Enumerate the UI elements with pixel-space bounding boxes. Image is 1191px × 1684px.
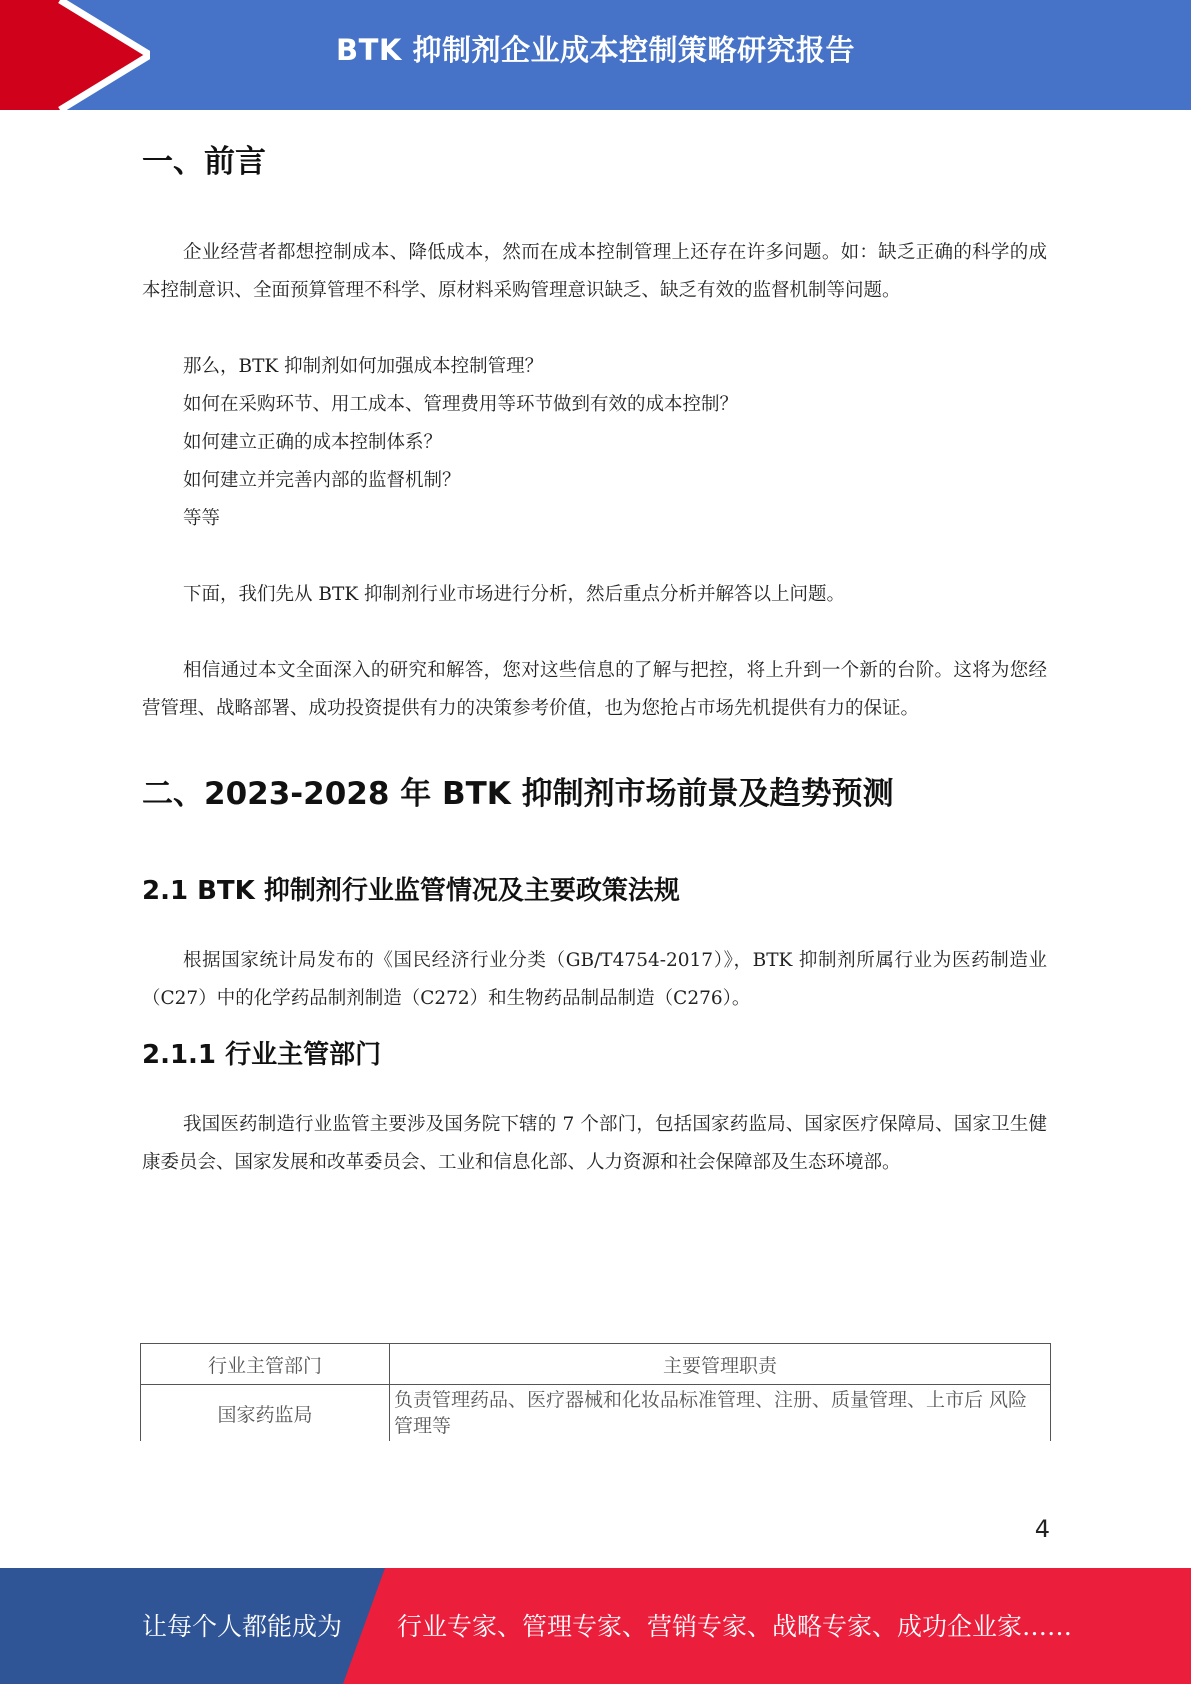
page-number: 4	[1034, 1515, 1050, 1543]
preface-paragraph-3: 相信通过本文全面深入的研究和解答，您对这些信息的了解与把控，将上升到一个新的台阶。这将为您经营管理、战略部署、成功投资提供有力的决策参考价值，也为您抢占市场先机提供有力的保证。	[142, 660, 1047, 719]
table-header-cell: 主要管理职责	[390, 1344, 1051, 1385]
question-line: 那么，BTK 抑制剂如何加强成本控制管理？	[183, 356, 544, 377]
table-page-break-mask	[130, 1441, 1070, 1501]
page-content	[142, 140, 1047, 1182]
preface-paragraph-1: 企业经营者都想控制成本、降低成本，然而在成本控制管理上还存在许多问题。如：缺乏正确的科学的成本控制意识、全面预算管理不科学、原材料采购管理意识缺乏、缺乏有效的监督机制等问题。	[142, 242, 1047, 301]
section-heading-preface: 一、前言	[142, 144, 266, 180]
departments-table	[140, 1343, 1051, 1442]
question-line: 等等	[183, 508, 221, 529]
question-line: 如何建立并完善内部的监督机制？	[183, 470, 461, 491]
table-header-cell: 行业主管部门	[141, 1344, 390, 1385]
section-heading-forecast: 二、2023-2028 年 BTK 抑制剂市场前景及趋势预测	[142, 776, 894, 812]
subsection-2-1-paragraph: 根据国家统计局发布的《国民经济行业分类（GB/T4754-2017）》，BTK 抑制剂所属行业为医药制造业（C27）中的化学药品制剂制造（C272）和生物药品制品制造（C276）。	[142, 950, 1047, 1009]
table-header-row	[141, 1344, 1051, 1385]
table-cell-department: 国家药监局	[141, 1385, 390, 1442]
subsection-heading-2-1-1: 2.1.1 行业主管部门	[142, 1040, 382, 1070]
subsection-2-1-1-paragraph: 我国医药制造行业监管主要涉及国务院下辖的 7 个部门，包括国家药监局、国家医疗保障局、国家卫生健康委员会、国家发展和改革委员会、工业和信息化部、人力资源和社会保障部及生态环境部。	[142, 1114, 1047, 1173]
page-header	[0, 0, 1191, 110]
subsection-heading-2-1: 2.1 BTK 抑制剂行业监管情况及主要政策法规	[142, 876, 680, 906]
footer-slogan-left: 让每个人都能成为	[142, 1612, 343, 1641]
table-cell-duty: 负责管理药品、医疗器械和化妆品标准管理、注册、质量管理、上市后 风险管理等	[390, 1385, 1051, 1442]
question-line: 如何建立正确的成本控制体系？	[183, 432, 443, 453]
page-footer	[0, 1568, 1191, 1684]
footer-slogan-right: 行业专家、管理专家、营销专家、战略专家、成功企业家……	[397, 1612, 1073, 1641]
table-row	[141, 1385, 1051, 1442]
question-line: 如何在采购环节、用工成本、管理费用等环节做到有效的成本控制？	[183, 394, 739, 415]
preface-paragraph-2: 下面，我们先从 BTK 抑制剂行业市场进行分析，然后重点分析并解答以上问题。	[183, 584, 846, 605]
report-title: BTK 抑制剂企业成本控制策略研究报告	[336, 33, 855, 67]
